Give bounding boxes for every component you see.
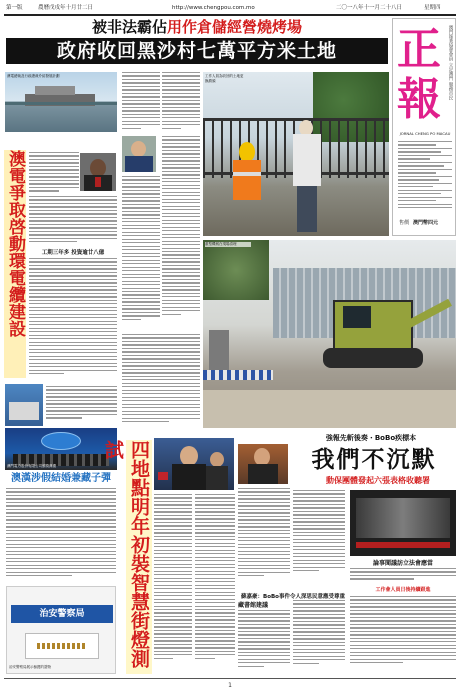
- left-subhead: 工期三年多 投資逾廿八億: [41, 250, 105, 256]
- weekday: 星期四: [424, 5, 441, 11]
- silence-title: 我們不沉默: [311, 447, 437, 473]
- website[interactable]: http://www.chengpou.com.mo: [172, 5, 255, 11]
- silence-sub: 動保團體發起六張表格收聽署: [326, 476, 430, 485]
- caption-ship: 澳電總裁及行政總裁介紹發展計劃: [7, 74, 60, 78]
- photo-ship: [5, 72, 117, 132]
- fourth-title: 四地點明年初裝智慧街燈測試: [126, 440, 152, 674]
- page-number: 1: [228, 682, 232, 689]
- caption-fence: 工作人員為收回的土地更換鎖頭: [205, 74, 244, 83]
- masthead-title-1: 正: [397, 24, 441, 75]
- photo-fence: [203, 72, 389, 236]
- issue-date: 二〇一八年十一月二十八日: [336, 5, 403, 11]
- masthead-title-2: 報: [397, 74, 441, 125]
- photo-group-small: [5, 384, 43, 426]
- photo-officials: [154, 438, 234, 490]
- silence-kicker: 強報先斬後奏・BoBo疾標本: [325, 434, 417, 442]
- scam-title: 澳漢涉假結婚兼藏子彈: [11, 473, 111, 484]
- kicker-left: 被非法霸佔: [91, 18, 167, 36]
- top-rule: [4, 14, 456, 16]
- photo-portrait: [80, 153, 116, 191]
- bottom-right-title: 藏書館建議: [238, 602, 269, 609]
- inset-sub: 工作會人員日後持續跟進: [375, 587, 431, 593]
- bottom-rule: [4, 678, 456, 679]
- photo-machine: [203, 240, 456, 428]
- photo-speaker: [122, 136, 156, 172]
- kicker-red: 用作倉儲: [166, 18, 227, 36]
- photo-police: [6, 586, 116, 674]
- page-label: 第一版: [6, 5, 23, 11]
- photo-bobo: [238, 444, 288, 484]
- caption-award: 澳門電力股份有限公司頒獎典禮: [7, 464, 56, 468]
- masthead-side-text: 澳門報業協會會員 立足澳門 服務市民: [448, 25, 453, 100]
- price-label: 售價: [399, 220, 410, 226]
- price: 澳門幣四元: [413, 220, 439, 226]
- caption-police: 治安警察局展示檢獲的證物: [9, 665, 51, 669]
- column-title: 蘇嘉豪：BoBo事件令人深思民意應受尊重: [241, 594, 345, 600]
- masthead: [392, 18, 456, 236]
- inset-title: 論事聞議訪立法會應當: [372, 560, 433, 567]
- headline-main: 政府收回黑沙村七萬平方米土地: [6, 38, 388, 64]
- caption-machine: 重型機械在現場清理: [205, 242, 251, 247]
- lunar-date: 農曆戊戌年十月廿二日: [38, 5, 94, 11]
- photo-screen: [350, 490, 456, 556]
- headline-kicker: [4, 18, 390, 36]
- masthead-english: JORNAL CHENG PO MACAU: [399, 131, 451, 136]
- top-bar: [4, 3, 456, 13]
- police-sign: 治安警察局: [11, 605, 113, 623]
- left-vertical-title: 澳電爭取啓動環電纜建設: [4, 150, 26, 378]
- kicker-mid: 經營燒烤場: [227, 18, 303, 36]
